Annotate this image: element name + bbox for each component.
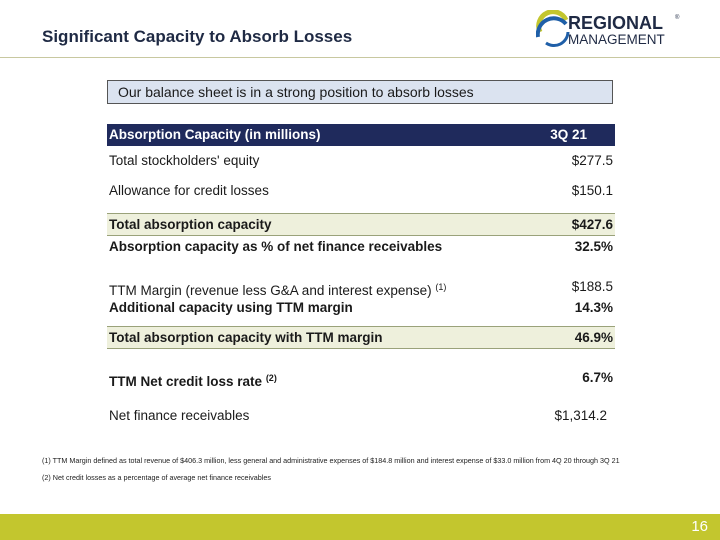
table-row: Allowance for credit losses $150.1 [109, 183, 613, 198]
table-row: TTM Net credit loss rate $^{(2)}$ 6.7% [109, 370, 613, 389]
absorption-table [107, 124, 615, 426]
table-row: TTM Margin (revenue less G&A and interest expense) $^{(1)}$ $188.5 [109, 279, 613, 298]
page-number: 16 [691, 518, 708, 535]
table-row [107, 348, 615, 370]
logo-mark: ® [675, 15, 680, 21]
logo-swoosh-icon [538, 12, 568, 46]
footnote-1: (1) TTM Margin defined as total revenue of $406.3 million, less general and administrative expenses of $184.8 million and interest expense of $33.0 million from 4Q 20 through 3Q 21 [42, 456, 620, 465]
footnotes [42, 456, 642, 490]
company-logo [536, 10, 684, 48]
footer-bar [0, 514, 720, 540]
header-period: 3Q 21 [550, 127, 587, 142]
title-divider [0, 57, 720, 58]
table-row: Absorption capacity as % of net finance receivables 32.5% [107, 235, 615, 259]
table-row-total: Total absorption capacity with TTM margin 46.9% [107, 326, 615, 348]
table-row-total: Total absorption capacity $427.6 [107, 213, 615, 235]
footnote-2: (2) Net credit losses as a percentage of average net finance receivables [42, 473, 271, 482]
table-row: Total stockholders' equity $277.5 [109, 153, 613, 168]
logo-text-bottom: MANAGEMENT [568, 32, 665, 47]
callout-box: Our balance sheet is in a strong position to absorb losses [107, 80, 613, 104]
page-title: Significant Capacity to Absorb Losses [42, 27, 353, 46]
logo-text-top: REGIONAL [568, 13, 664, 33]
table-header [107, 124, 615, 146]
table-row: Net finance receivables $1,314.2 [109, 408, 607, 423]
header-label: Absorption Capacity (in millions) [109, 127, 321, 142]
table-row: Additional capacity using TTM margin 14.3% [109, 300, 613, 315]
